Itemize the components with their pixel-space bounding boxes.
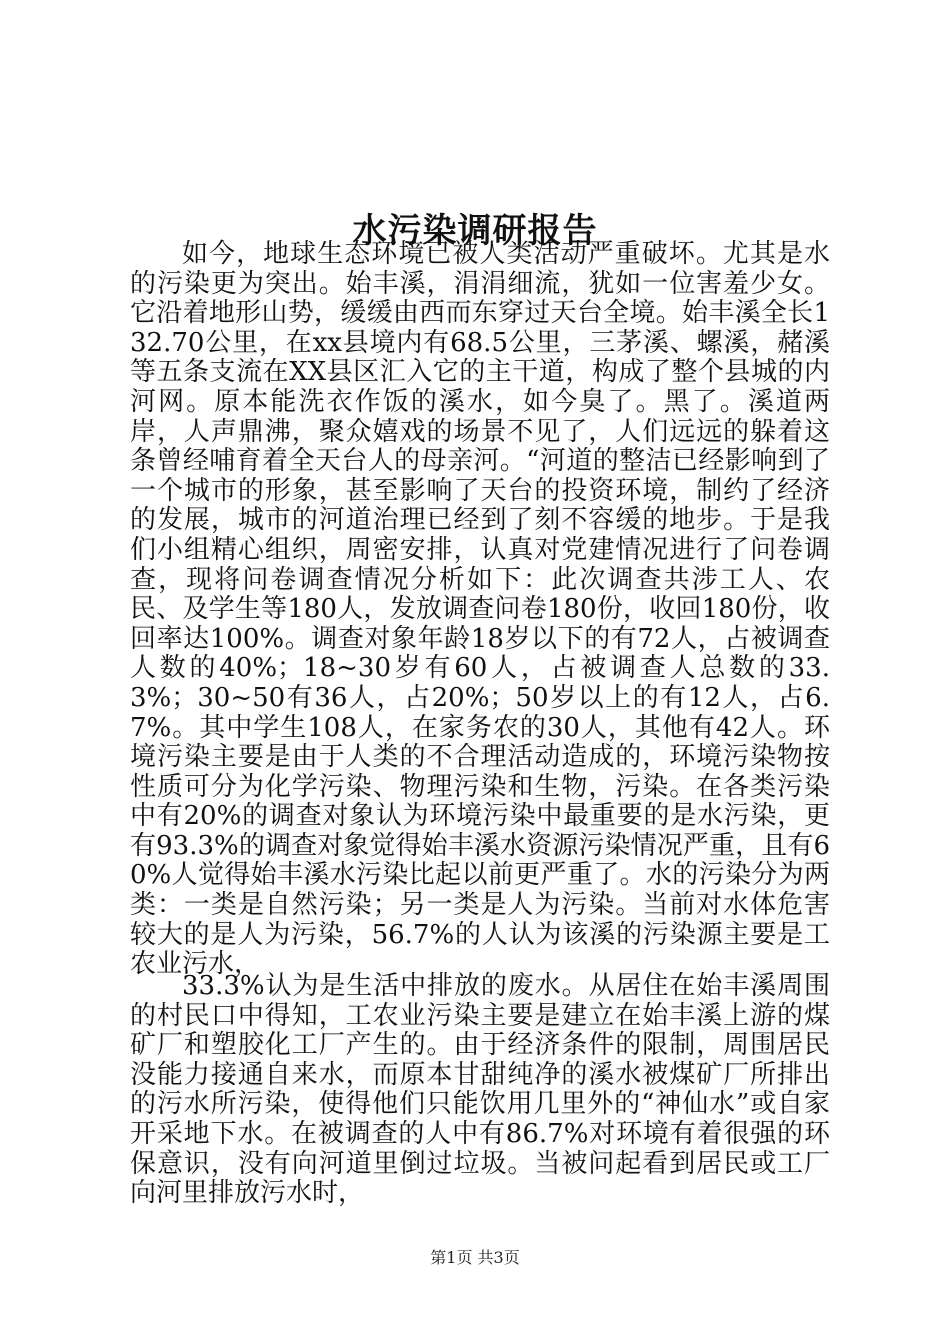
document-title: 水污染调研报告 [352, 210, 598, 251]
body-paragraph-2: 33.3%认为是生活中排放的废水。从居住在始丰溪周围的村民口中得知，工农业污染主要是建立在始丰溪上游的煤矿厂和塑胶化工厂产生的。由于经济条件的限制，周围居民没能力接通自来水，而原本甘甜纯净的溪水被煤矿厂所排出的污水所污染，使得他们只能饮用几里外的“神仙水”或自家开采地下水。在被调查的人中有86.7%对环境有着很强的环保意识，没有向河道里倒过垃圾。当被问起看到居民或工厂向河里排放污水时， [130, 971, 830, 1209]
body-paragraph-1: 如今，地球生态环境已被人类活动严重破坏。尤其是水的污染更为突出。始丰溪，涓涓细流，犹如一位害羞少女。它沿着地形山势，缓缓由西而东穿过天台全境。始丰溪全长132.70公里，在xx县境内有68.5公里，三茅溪、螺溪，赭溪等五条支流在XX县区汇入它的主干道，构成了整个县城的内河网。原本能洗衣作饭的溪水，如今臭了。黑了。溪道两岸，人声鼎沸，聚众嬉戏的场景不见了，人们远远的躲着这条曾经哺育着全天台人的母亲河。“河道的整洁已经影响到了一个城市的形象，甚至影响了天台的投资环境，制约了经济的发展，城市的河道治理已经到了刻不容缓的地步。于是我们小组精心组织，周密安排，认真对党建情况进行了问卷调查，现将问卷调查情况分析如下：此次调查共涉工人、农民、及学生等180人，发放调查问卷180份，收回180份，收回率达100%。调查对象年龄18岁以下的有72人，占被调查人数的40%；18~30岁有60人，占被调查人总数的33.3%；30~50有36人，占20%；50岁以上的有12人，占6.7%。其中学生108人，在家务农的30人，其他有42人。环境污染主要是由于人类的不合理活动造成的，环境污染物按性质可分为化学污染、物理污染和生物，污染。在各类污染中有20%的调查对象认为环境污染中最重要的是水污染，更有93.3%的调查对象觉得始丰溪水资源污染情况严重，且有60%人觉得始丰溪水污染比起以前更严重了。水的污染分为两类：一类是自然污染；另一类是人为污染。当前对水体危害较大的是人为污染，56.7%的人认为该溪的污染源主要是工农业污水， [130, 239, 830, 980]
page-footer: 第1页 共3页 [430, 1248, 520, 1267]
